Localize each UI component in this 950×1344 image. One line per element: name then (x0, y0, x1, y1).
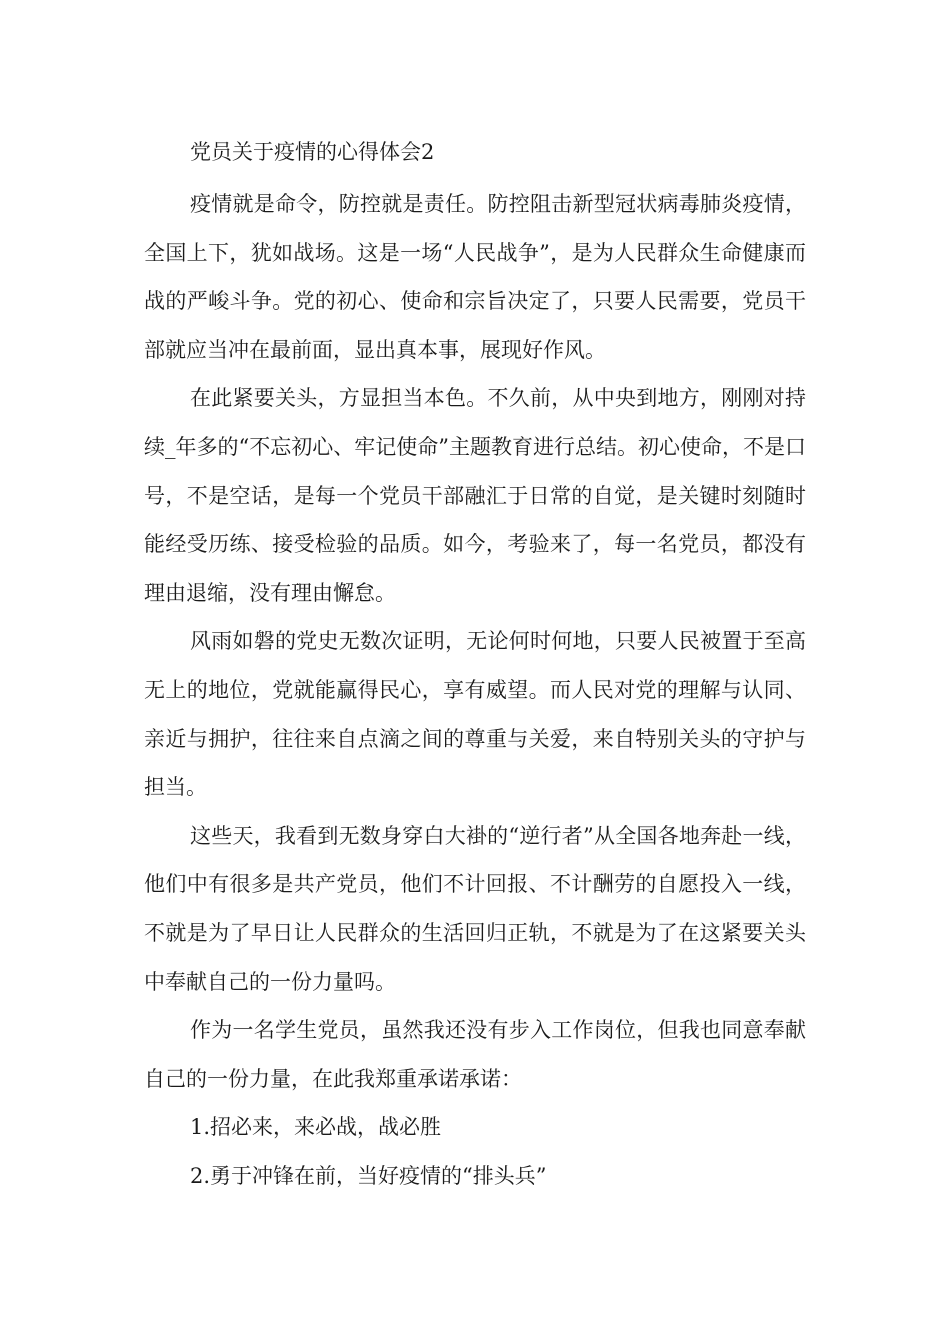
list-item-1: 1.招必来，来必战，战必胜 (190, 1115, 442, 1140)
paragraph-5: 作为一名学生党员，虽然我还没有步入工作岗位，但我也同意奉献自己的一份力量，在此我郑重承诺承诺： (144, 1018, 806, 1091)
paragraph-4: 这些天，我看到无数身穿白大褂的“逆行者”从全国各地奔赴一线，他们中有很多是共产党员，他们不计回报、不计酬劳的自愿投入一线，不就是为了早日让人民群众的生活回归正轨，不就是为了在这紧要关头中奉献自己的一份力量吗。 (144, 823, 806, 994)
paragraph-2: 在此紧要关头，方显担当本色。不久前，从中央到地方，刚刚对持续_年多的“不忘初心、牢记使命”主题教育进行总结。初心使命，不是口号，不是空话，是每一个党员干部融汇于日常的自觉，是关键时刻随时能经受历练、接受检验的品质。如今，考验来了，每一名党员，都没有理由退缩，没有理由懈怠。 (144, 386, 806, 605)
paragraph-3: 风雨如磐的党史无数次证明，无论何时何地，只要人民被置于至高无上的地位，党就能赢得民心，享有威望。而人民对党的理解与认同、亲近与拥护，往往来自点滴之间的尊重与关爱，来自特别关头的守护与担当。 (144, 629, 806, 800)
paragraph-1: 疫情就是命令，防控就是责任。防控阻击新型冠状病毒肺炎疫情，全国上下，犹如战场。这是一场“人民战争”，是为人民群众生命健康而战的严峻斗争。党的初心、使命和宗旨决定了，只要人民需要，党员干部就应当冲在最前面，显出真本事，展现好作风。 (144, 192, 806, 362)
list-item-2: 2.勇于冲锋在前，当好疫情的“排头兵” (190, 1163, 547, 1188)
document-title: 党员关于疫情的心得体会2 (190, 140, 435, 164)
document-body (144, 128, 806, 1200)
